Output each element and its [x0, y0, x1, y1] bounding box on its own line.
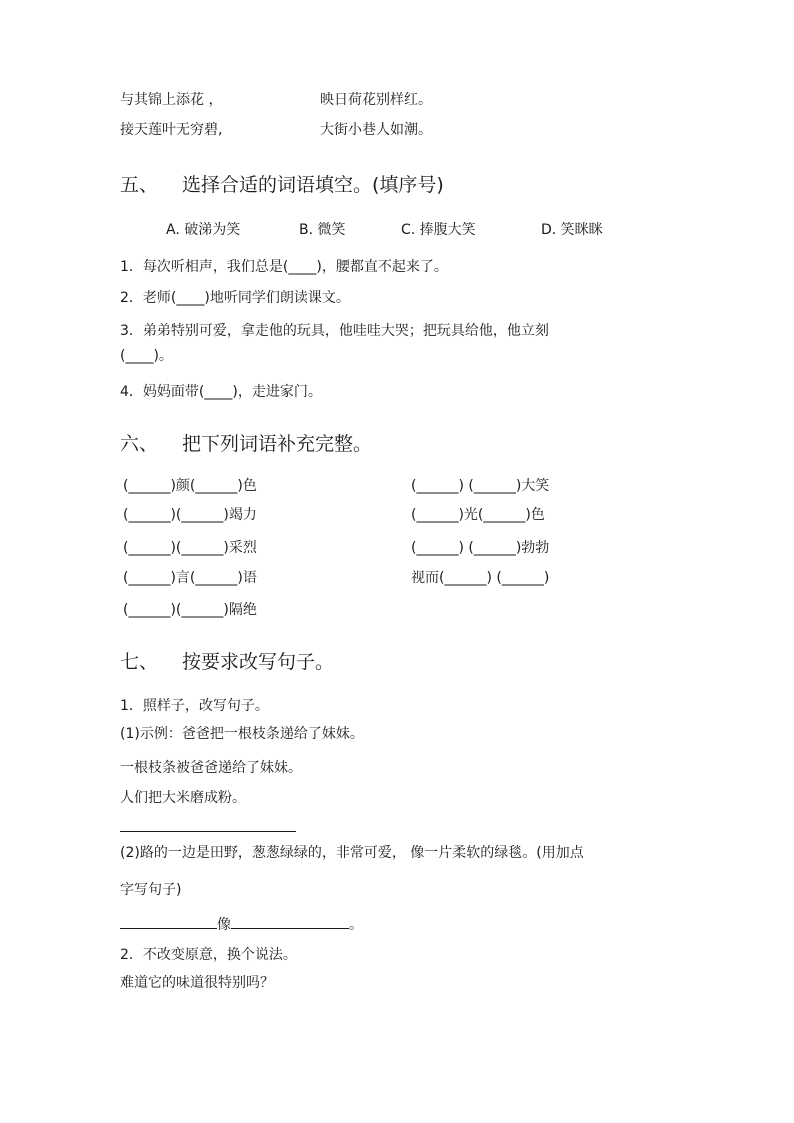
fill-blank-before[interactable]: [120, 913, 217, 929]
task-1-instruction: 1．照样子，改写句子。: [120, 698, 269, 714]
task-1-example-answer: 一根枝条被爸爸递给了妹妹。: [120, 760, 302, 776]
task-2-line-2: 字写句子): [120, 882, 182, 898]
fill-like-word: 像: [217, 917, 231, 933]
option-c: C. 捧腹大笑: [401, 222, 476, 238]
question-5-1: 1．每次听相声，我们总是(____)，腰都直不起来了。: [120, 259, 448, 275]
task-1-example: (1)示例：爸爸把一根枝条递给了妹妹。: [120, 726, 364, 742]
task-3-instruction: 2．不改变原意，换个说法。: [120, 947, 297, 963]
section-7-heading: [120, 650, 334, 674]
section-6-heading: [120, 432, 372, 456]
option-d: D. 笑眯眯: [541, 222, 603, 238]
idiom-row-4-left: (______)言(______)语: [123, 570, 257, 586]
idiom-row-1-left: (______)颜(______)色: [123, 478, 257, 494]
task-2-line-1: (2)路的一边是田野，葱葱绿绿的，非常可爱， 像一片柔软的绿毯。(用加点: [120, 845, 584, 861]
fill-end-mark: 。: [349, 917, 363, 933]
idiom-row-4-right: 视而(______) (______): [411, 570, 550, 586]
section-5-heading: [120, 173, 444, 197]
option-b: B. 微笑: [299, 222, 346, 238]
poem-line-1-right: 映日荷花别样红。: [320, 92, 432, 108]
task-1-sentence: 人们把大米磨成粉。: [120, 790, 246, 806]
section-7-title: 按要求改写句子。: [182, 651, 335, 673]
section-7-number: 七、: [120, 651, 159, 673]
poem-line-2-left: 接天莲叶无穷碧,: [120, 122, 223, 138]
question-5-4: 4．妈妈面带(____)，走进家门。: [120, 384, 322, 400]
section-5-number: 五、: [120, 174, 159, 196]
section-5-title: 选择合适的词语填空。(填序号): [182, 174, 444, 196]
poem-line-2-right: 大街小巷人如潮。: [320, 122, 432, 138]
idiom-row-1-right: (______) (______)大笑: [411, 478, 550, 494]
idiom-row-5-left: (______)(______)隔绝: [123, 602, 257, 618]
idiom-row-2-right: (______)光(______)色: [411, 507, 545, 523]
idiom-row-2-left: (______)(______)竭力: [123, 507, 257, 523]
idiom-row-3-left: (______)(______)采烈: [123, 540, 257, 556]
task-3-sentence: 难道它的味道很特别吗？: [120, 975, 274, 991]
section-6-title: 把下列词语补充完整。: [182, 433, 373, 455]
question-5-2: 2．老师(____)地听同学们朗读课文。: [120, 290, 350, 306]
answer-line-1[interactable]: [120, 831, 296, 832]
task-2-fill-line: [120, 913, 363, 934]
section-6-number: 六、: [120, 433, 159, 455]
question-5-3-line-1: 3．弟弟特别可爱，拿走他的玩具，他哇哇大哭；把玩具给他，他立刻: [120, 323, 549, 339]
idiom-row-3-right: (______) (______)勃勃: [411, 540, 550, 556]
poem-line-1-left: 与其锦上添花 ，: [120, 92, 223, 108]
question-5-3-line-2: (____)。: [120, 348, 173, 364]
fill-blank-after[interactable]: [231, 913, 349, 929]
option-a: A. 破涕为笑: [166, 222, 241, 238]
